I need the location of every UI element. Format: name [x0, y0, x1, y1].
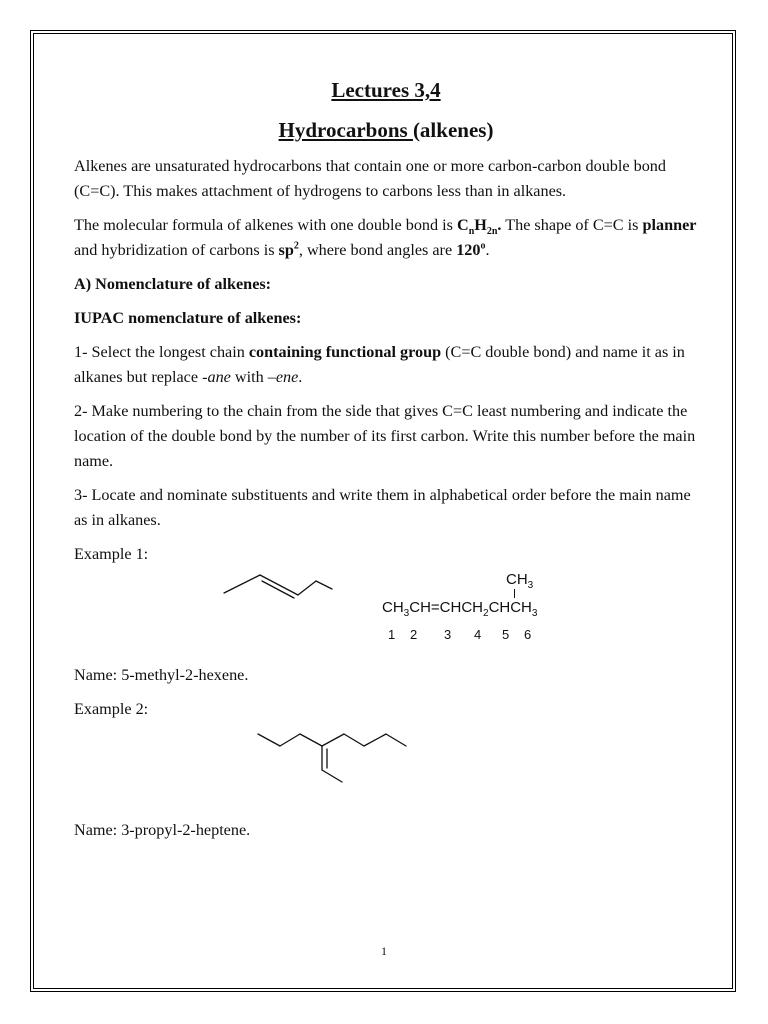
bond-c2-c3-double-a: [260, 575, 298, 595]
shape-term: planner: [642, 216, 697, 234]
page-number: 1: [381, 944, 387, 958]
rule-2: 2- Make numbering to the chain from the side that gives C=C least numbering and indicate the location of the double bond by the number of its first carbon. Write this number before the main name.: [74, 402, 696, 470]
main-chain-formula: $CH_3CH=CHCH_2CHCH_3$: [382, 599, 538, 619]
topic-title: [74, 116, 698, 144]
bond-6: [364, 734, 386, 746]
bond-3: [300, 734, 322, 746]
bond-c2-c3-double-b: [262, 581, 294, 598]
bond-ethyl: [322, 770, 342, 782]
example-2-skeletal-structure: [256, 722, 416, 792]
formula-text-pre: The molecular formula of alkenes with one double bond is: [74, 216, 457, 234]
formula-text-mid1: The shape of C=C is: [501, 216, 643, 234]
general-formula: $C_nH_{2n}$.: [457, 216, 502, 238]
example-1-name: Name: 5-methyl-2-hexene.: [74, 666, 249, 684]
example-2-name: Name: 3-propyl-2-heptene.: [74, 821, 251, 839]
carbon-number: 2: [410, 627, 418, 642]
bond-2: [280, 734, 300, 746]
bond-1: [258, 734, 280, 746]
bond-angle: 120$^o$: [456, 240, 486, 259]
bond-5: [344, 734, 364, 746]
carbon-number: 6: [524, 627, 532, 642]
formula-text-mid3: , where bond angles are: [298, 241, 457, 259]
rule-3: 3- Locate and nominate substituents and write them in alphabetical order before the main name as in alkanes.: [74, 486, 691, 529]
rule-1: 1- Select the longest chain containing functional group (C=C double bond) and name it as in alkanes but replace -ane with –ene.: [74, 343, 685, 386]
carbon-number: 4: [474, 627, 482, 642]
topic-title-rest: (alkenes): [412, 118, 494, 142]
topic-title-underlined: Hydrocarbons: [278, 118, 413, 142]
bond-c1-c2: [224, 575, 260, 593]
methyl-substituent: $CH_3$: [506, 571, 534, 591]
intro-paragraph: Alkenes are unsaturated hydrocarbons that contain one or more carbon-carbon double bond (C=C). This makes attachment of hydrogens to carbons less than in alkanes.: [74, 157, 666, 200]
example-1-label: Example 1:: [74, 545, 149, 563]
example-1-structures: [74, 571, 698, 663]
carbon-number: 5: [502, 627, 510, 642]
bond-c4-c5: [316, 581, 332, 589]
carbon-numbering: [388, 622, 531, 647]
hybridization-term: $sp^2$: [278, 240, 299, 259]
carbon-number: 1: [388, 627, 396, 642]
carbon-number: 3: [444, 627, 452, 642]
example-1-skeletal-structure: [222, 565, 342, 625]
formula-paragraph: The molecular formula of alkenes with one double bond is $C_nH_{2n}$. The shape of C=C is planner and hybridization of carbons is $sp^2$, where bond angles are 120$^o$.: [74, 216, 697, 259]
document-body: [74, 72, 698, 852]
example-2-structures: [74, 726, 698, 818]
formula-text-mid2: and hybridization of carbons is: [74, 241, 279, 259]
bond-4: [322, 734, 344, 746]
section-heading-nomenclature: A) Nomenclature of alkenes:: [74, 275, 272, 293]
lecture-title: Lectures 3,4: [331, 78, 441, 102]
bond-c3-c4: [298, 581, 316, 595]
section-heading-iupac: IUPAC nomenclature of alkenes:: [74, 309, 302, 327]
bond-7: [386, 734, 406, 746]
example-2-label: Example 2:: [74, 700, 149, 718]
